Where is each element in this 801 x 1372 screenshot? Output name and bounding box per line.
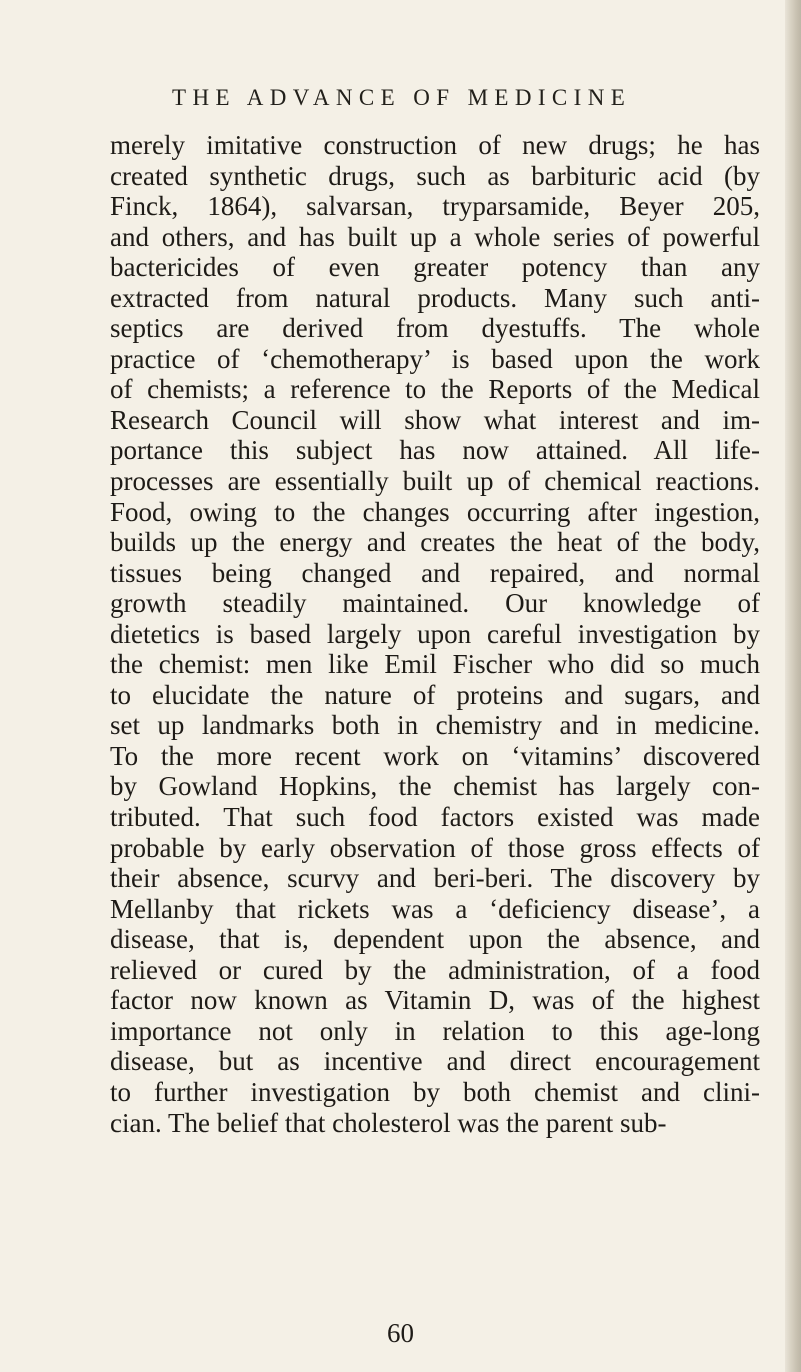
text-line: septics are derived from dyestuffs. The whole [110, 313, 760, 344]
text-line: disease, that is, dependent upon the absence, and [110, 924, 760, 955]
text-line: the chemist: men like Emil Fischer who did so much [110, 649, 760, 680]
running-head: THE ADVANCE OF MEDICINE [172, 85, 632, 110]
text-line: importance not only in relation to this age-long [110, 1015, 760, 1046]
text-line: Food, owing to the changes occurring after ingestion, [110, 496, 760, 527]
text-line: relieved or cured by the administration, of a food [110, 954, 760, 985]
text-line: probable by early observation of those gross effects of [110, 832, 760, 863]
text-line: disease, but as incentive and direct encouragement [110, 1046, 760, 1077]
text-line: bactericides of even greater potency than any [110, 252, 760, 283]
text-line: builds up the energy and creates the heat of the body, [110, 527, 760, 558]
text-line: created synthetic drugs, such as barbituric acid (by [110, 160, 760, 191]
text-line: practice of ‘chemotherapy’ is based upon the work [110, 343, 760, 374]
text-line: Mellanby that rickets was a ‘deficiency disease’, a [110, 893, 760, 924]
text-line: set up landmarks both in chemistry and in medicine. [110, 710, 760, 741]
text-line: by Gowland Hopkins, the chemist has largely con- [110, 771, 760, 802]
text-line: Finck, 1864), salvarsan, tryparsamide, Beyer 205, [110, 191, 760, 222]
text-line: and others, and has built up a whole series of powerful [110, 221, 760, 252]
text-line: factor now known as Vitamin D, was of the highest [110, 985, 760, 1016]
text-line: to further investigation by both chemist and clini- [110, 1076, 760, 1107]
text-line: to elucidate the nature of proteins and sugars, and [110, 679, 760, 710]
text-line: To the more recent work on ‘vitamins’ discovered [110, 740, 760, 771]
text-line: dietetics is based largely upon careful investigation by [110, 618, 760, 649]
text-line: tissues being changed and repaired, and normal [110, 557, 760, 588]
text-line: cian. The belief that cholesterol was the parent sub- [110, 1107, 667, 1138]
text-line: merely imitative construction of new drugs; he has [110, 130, 760, 160]
page-number: 60 [387, 1318, 414, 1348]
text-line: growth steadily maintained. Our knowledge of [110, 588, 760, 619]
text-line: portance this subject has now attained. All life- [110, 435, 760, 466]
text-line: tributed. That such food factors existed was made [110, 802, 760, 833]
text-line: extracted from natural products. Many such anti- [110, 282, 760, 313]
body-text [110, 130, 760, 1138]
text-line: their absence, scurvy and beri-beri. The discovery by [110, 863, 760, 894]
text-line: processes are essentially built up of chemical reactions. [110, 466, 760, 497]
text-line: of chemists; a reference to the Reports of the Medical [110, 374, 760, 405]
text-line: Research Council will show what interest and im- [110, 404, 760, 435]
page-edge-shadow [785, 0, 801, 1372]
